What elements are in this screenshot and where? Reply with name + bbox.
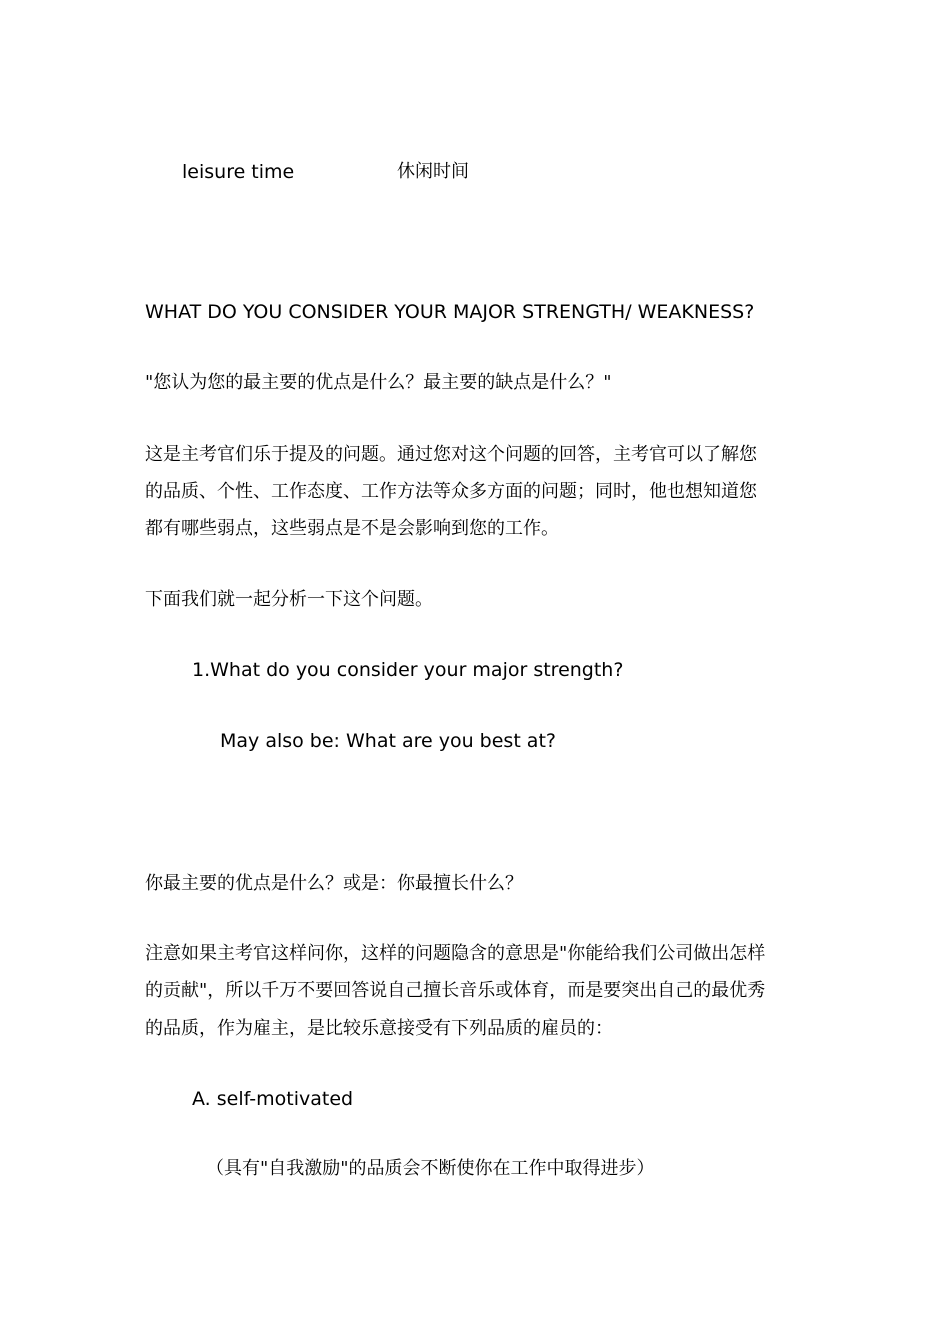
section1-alt-question: May also be: What are you best at?: [220, 730, 556, 752]
question-heading: WHAT DO YOU CONSIDER YOUR MAJOR STRENGTH/ WEAKNESS?: [145, 301, 755, 323]
section1-translation: 你最主要的优点是什么？或是：你最擅长什么？: [145, 873, 523, 894]
intro-line-1: 这是主考官们乐于提及的问题。通过您对这个问题的回答，主考官可以了解您: [145, 444, 757, 465]
note-line-3: 的品质，作为雇主，是比较乐意接受有下列品质的雇员的：: [145, 1018, 613, 1039]
quality-label: A. self-motivated: [192, 1088, 354, 1110]
note-line-2: 的贡献"，所以千万不要回答说自己擅长音乐或体育，而是要突出自己的最优秀: [145, 980, 766, 1001]
section1-title: 1.What do you consider your major strength?: [192, 659, 624, 681]
intro-line-3: 都有哪些弱点，这些弱点是不是会影响到您的工作。: [145, 518, 559, 539]
question-translation: "您认为您的最主要的优点是什么？最主要的缺点是什么？": [145, 372, 612, 393]
vocab-english: leisure time: [182, 161, 295, 183]
note-line-1: 注意如果主考官这样问你，这样的问题隐含的意思是"你能给我们公司做出怎样: [145, 943, 766, 964]
analysis-line: 下面我们就一起分析一下这个问题。: [145, 589, 433, 610]
intro-line-2: 的品质、个性、工作态度、工作方法等众多方面的问题；同时，他也想知道您: [145, 481, 757, 502]
quality-explanation: （具有"自我激励"的品质会不断使你在工作中取得进步）: [206, 1158, 655, 1179]
vocab-chinese: 休闲时间: [397, 161, 469, 182]
